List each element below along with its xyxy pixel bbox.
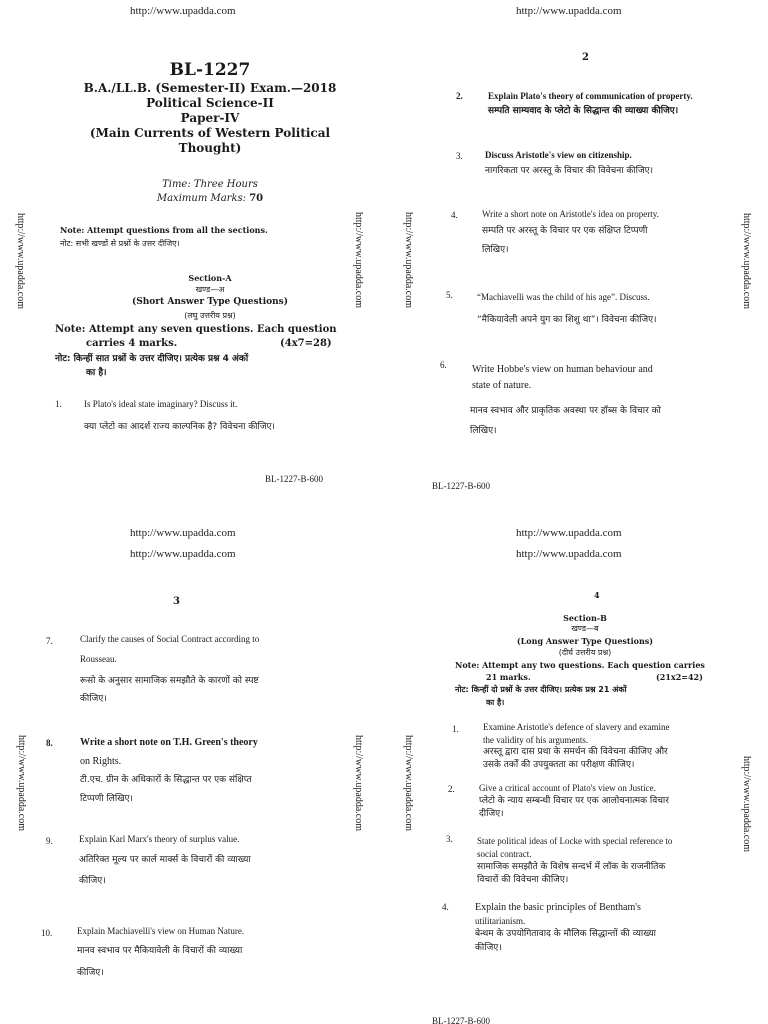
question-hi: रूसो के अनुसार सामाजिक समझौते के कारणों को स्पष्ट: [80, 676, 259, 686]
page-footer-code: BL-1227-B-600: [432, 1016, 490, 1024]
marks-label: Maximum Marks:: [156, 193, 247, 204]
question-en-continued: Rousseau.: [80, 654, 117, 664]
question-en: Explain Machiavelli's view on Human Nature.: [77, 926, 245, 936]
question-hi-continued: लिखिए।: [482, 245, 509, 255]
question-number: 9.: [46, 836, 53, 846]
url-header-repeat[interactable]: http://www.upadda.com: [130, 548, 236, 560]
url-side-left[interactable]: http://www.upadda.com: [15, 213, 26, 310]
question-hi: सम्पति साम्यवाद के प्लेटो के सिद्धान्त की व्याख्या कीजिए।: [488, 106, 679, 116]
question-en: Is Plato's ideal state imaginary? Discuss it.: [84, 399, 238, 409]
url-side-right[interactable]: http://www.upadda.com: [353, 735, 364, 832]
question-hi: बेन्थम के उपयोगितावाद के मौलिक सिद्धान्तों की व्याख्या: [475, 929, 657, 939]
section-b-type-hi: (दीर्घ उत्तरीय प्रश्न): [558, 648, 612, 657]
general-note-hi: नोट: सभी खण्डों से प्रश्नों के उत्तर दीजिए।: [60, 239, 180, 248]
question-hi: क्या प्लेटो का आदर्श राज्य काल्पनिक है? विवेचना कीजिए।: [84, 422, 275, 432]
question-number: 4.: [451, 210, 458, 220]
section-b-title: Section-B: [563, 613, 607, 623]
question-number: 4.: [442, 902, 449, 912]
page-number: 2: [582, 52, 589, 63]
time-allowed: Time: Three Hours: [162, 179, 258, 190]
url-header-repeat[interactable]: http://www.upadda.com: [516, 548, 622, 560]
question-hi: प्लेटो के न्याय सम्बन्धी विचार पर एक आलोचनात्मक विचार: [479, 796, 669, 806]
question-en: Clarify the causes of Social Contract according to: [80, 634, 260, 644]
url-side-left[interactable]: http://www.upadda.com: [403, 735, 414, 832]
question-number: 1.: [55, 399, 62, 409]
general-note-en: Note: Attempt questions from all the sections.: [60, 225, 268, 235]
question-hi: अरस्तू द्वारा दास प्रथा के समर्थन की विवेचना कीजिए और: [483, 747, 668, 757]
url-header[interactable]: http://www.upadda.com: [130, 527, 236, 539]
question-number: 6.: [440, 360, 447, 370]
section-a-type-hi: (लघु उत्तरीय प्रश्न): [184, 311, 236, 320]
page-footer-code: BL-1227-B-600: [265, 474, 323, 484]
paper-number: Paper-IV: [180, 111, 240, 125]
section-a-marks: (4x7=28): [280, 338, 332, 349]
question-hi-continued: कीजिए।: [77, 968, 104, 978]
question-en: Discuss Aristotle's view on citizenship.: [485, 150, 632, 160]
url-header[interactable]: http://www.upadda.com: [516, 5, 622, 17]
url-side-left[interactable]: http://www.upadda.com: [403, 212, 414, 309]
paper-title-line1: (Main Currents of Western Political: [89, 126, 331, 140]
page-footer-code: BL-1227-B-600: [432, 481, 490, 491]
question-hi-continued: दीजिए।: [479, 809, 504, 819]
question-hi-continued: उसके तर्कों की उपयुक्तता का परीक्षण कीजिए।: [483, 760, 635, 770]
section-a-title-hi: खण्ड—अ: [195, 285, 225, 294]
question-en-continued: state of nature.: [472, 380, 532, 391]
question-en: Examine Aristotle's defence of slavery and examine: [483, 722, 670, 732]
section-b-type: (Long Answer Type Questions): [516, 636, 654, 646]
page-number: 3: [173, 596, 180, 607]
question-en: Write a short note on Aristotle's idea on property.: [482, 209, 659, 219]
subject-title: Political Science-II: [146, 96, 274, 110]
question-hi-continued: कीजिए।: [80, 694, 107, 704]
marks-value: 70: [249, 193, 264, 204]
question-number: 5.: [446, 290, 453, 300]
question-hi: मानव स्वभाव पर मैकियावेली के विचारों की व्याख्या: [77, 946, 243, 956]
section-b-note-en-1: Note: Attempt any two questions. Each question carries: [455, 660, 705, 670]
question-number: 3.: [446, 834, 453, 844]
question-en: Give a critical account of Plato's view on Justice.: [479, 783, 656, 793]
question-hi-continued: विचारों की विवेचना कीजिए।: [477, 875, 569, 885]
section-b-marks: (21x2=42): [656, 672, 703, 682]
question-en-continued: on Rights.: [80, 756, 122, 767]
question-en: Explain the basic principles of Bentham's: [475, 902, 641, 913]
url-header[interactable]: http://www.upadda.com: [516, 527, 622, 539]
url-side-right[interactable]: http://www.upadda.com: [741, 756, 752, 853]
question-en: Explain Karl Marx's theory of surplus value.: [79, 834, 240, 844]
section-b-note-hi-2: का है।: [486, 698, 505, 707]
exam-title: B.A./LL.B. (Semester-II) Exam.—2018: [83, 81, 337, 95]
question-en-continued: the validity of his arguments.: [483, 735, 589, 745]
question-hi: अतिरिक्त मूल्य पर कार्ल मार्क्स के विचारों की व्याख्या: [79, 855, 251, 865]
section-a-note-en-2: carries 4 marks.: [86, 338, 178, 349]
maximum-marks: [60, 193, 360, 204]
paper-title-line2: Thought): [178, 141, 242, 155]
question-en: Write a short note on T.H. Green's theory: [80, 737, 258, 748]
section-a-note-en-1: Note: Attempt any seven questions. Each question: [55, 324, 337, 335]
question-hi: सम्पति पर अरस्तू के विचार पर एक संक्षिप्त टिप्पणी: [482, 226, 648, 236]
paper-code: BL-1227: [169, 60, 251, 80]
question-number: 2.: [456, 91, 463, 101]
question-en: Explain Plato's theory of communication of property.: [488, 91, 693, 101]
section-b-note-hi-1: नोट: किन्हीं दो प्रश्नों के उत्तर दीजिए। प्रत्येक प्रश्न 21 अंकों: [455, 685, 627, 694]
question-number: 1.: [452, 724, 459, 734]
url-side-right[interactable]: http://www.upadda.com: [741, 213, 752, 310]
question-en-continued: utilitarianism.: [475, 916, 526, 926]
question-number: 8.: [46, 738, 53, 748]
question-number: 10.: [41, 928, 53, 938]
section-b-title-hi: खण्ड—ब: [571, 624, 599, 633]
url-side-left[interactable]: http://www.upadda.com: [16, 735, 27, 832]
question-hi: मानव स्वभाव और प्राकृतिक अवस्था पर हॉब्स के विचार को: [470, 406, 661, 416]
question-en: State political ideas of Locke with special reference to: [477, 836, 673, 846]
question-number: 3.: [456, 151, 463, 161]
section-a-title: Section-A: [188, 273, 232, 283]
section-a-note-hi-1: नोट: किन्हीं सात प्रश्नों के उत्तर दीजिए। प्रत्येक प्रश्न 4 अंकों: [55, 354, 249, 364]
question-en-continued: social contract.: [477, 849, 532, 859]
question-hi-continued: लिखिए।: [470, 426, 497, 436]
page-number: 4: [594, 590, 600, 600]
section-a-note-hi-2: का है।: [86, 368, 107, 378]
question-hi-continued: कीजिए।: [79, 876, 106, 886]
section-b-note-en-2: 21 marks.: [486, 672, 531, 682]
question-hi: टी.एच. ग्रीन के अधिकारों के सिद्धान्त पर एक संक्षिप्त: [80, 775, 252, 785]
question-hi-continued: कीजिए।: [475, 943, 502, 953]
question-hi: “मैकियावेली अपने युग का शिशु था”। विवेचना कीजिए।: [477, 315, 657, 325]
question-hi: सामाजिक समझौते के विशेष सन्दर्भ में लॉक के राजनीतिक: [477, 862, 666, 872]
url-side-right[interactable]: http://www.upadda.com: [353, 212, 364, 309]
question-hi-continued: टिप्पणी लिखिए।: [80, 794, 133, 804]
question-number: 7.: [46, 636, 53, 646]
question-en: “Machiavelli was the child of his age”. Discuss.: [477, 292, 650, 302]
question-en: Write Hobbe's view on human behaviour and: [472, 364, 653, 375]
url-header[interactable]: http://www.upadda.com: [130, 5, 236, 17]
section-a-type: (Short Answer Type Questions): [132, 297, 288, 307]
question-number: 2.: [448, 784, 455, 794]
question-hi: नागरिकता पर अरस्तू के विचार की विवेचना कीजिए।: [485, 166, 654, 176]
